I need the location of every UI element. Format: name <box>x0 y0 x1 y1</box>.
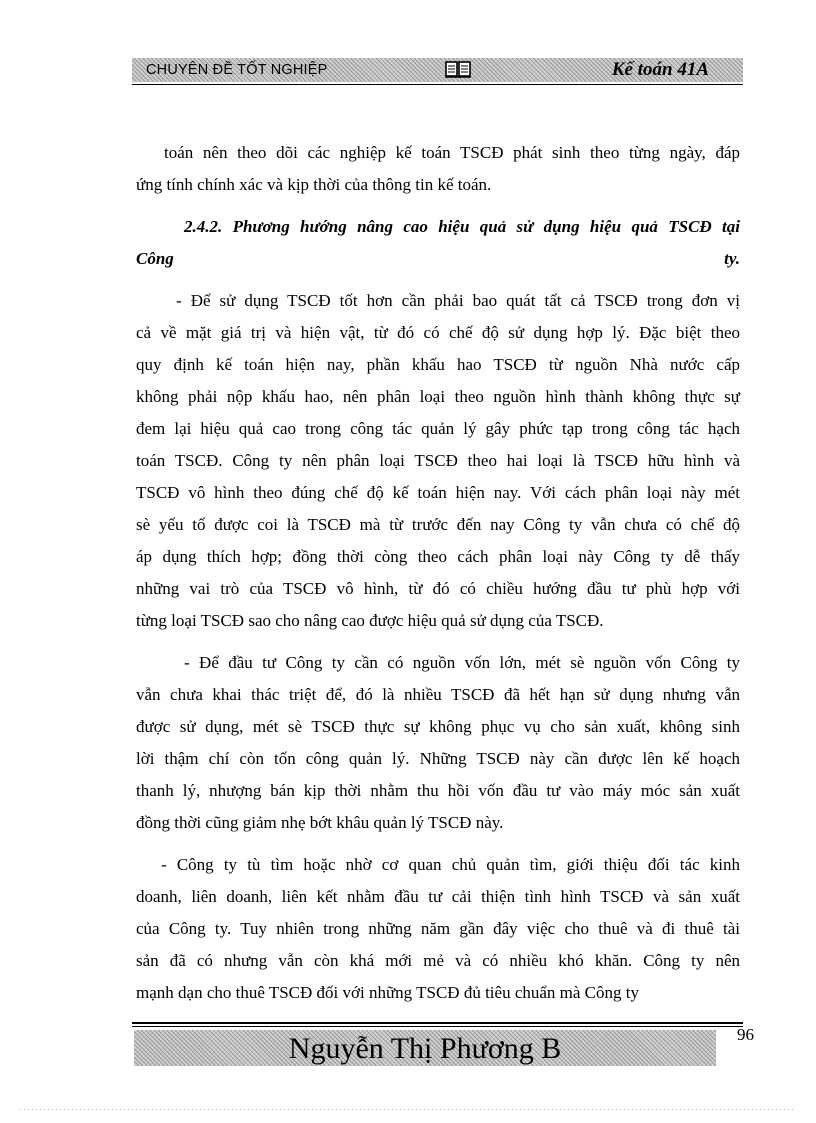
text-line: toán nên theo dõi các nghiệp kế toán TSCĐ phát sinh theo từng ngày, đáp <box>164 143 740 162</box>
text-line: doanh, liên doanh, liên kết nhằm đầu tư cải thiện tình hình TSCĐ và sản xuất <box>136 887 740 906</box>
text-line: - Để đầu tư Công ty cần có nguồn vốn lớn, mét sè nguồn vốn Công ty <box>184 653 740 672</box>
footer-band <box>134 1030 716 1066</box>
text-line: áp dụng thích hợp; đồng thời còng theo cách phân loại này Công ty dễ thấy <box>136 547 740 566</box>
footer-rule <box>132 1026 743 1027</box>
page-number: 96 <box>737 1025 754 1044</box>
text-line: thanh lý, nhượng bán kịp thời nhằm thu hồi vốn đầu tư vào máy móc sản xuất <box>136 781 740 800</box>
text-line: - Để sử dụng TSCĐ tốt hơn cần phải bao quát tất cả TSCĐ trong đơn vị <box>176 291 740 310</box>
text-line: ứng tính chính xác và kịp thời của thông tin kế toán. <box>136 175 492 194</box>
text-line: - Công ty tù tìm hoặc nhờ cơ quan chủ quản tìm, giới thiệu đối tác kinh <box>161 855 740 874</box>
text-line: lời thậm chí còn tốn công quản lý. Những TSCĐ này cần được lên kế hoạch <box>136 749 740 768</box>
text-line: được sử dụng, mét sè TSCĐ thực sự không phục vụ cho sản xuất, không sinh <box>136 717 740 736</box>
text-line: vẫn chưa khai thác triệt để, đó là nhiều TSCĐ đã hết hạn sử dụng nhưng vẫn <box>136 685 740 704</box>
text-line: không phải nộp khấu hao, nên phân loại theo nguồn hình thành không thực sự <box>136 387 740 406</box>
page-boundary-dots <box>20 1109 796 1110</box>
text-line: toán TSCĐ. Công ty nên phân loại TSCĐ theo hai loại là TSCĐ hữu hình và <box>136 451 740 470</box>
text-line: cả về mặt giá trị và hiện vật, từ đó có chế độ sử dụng hợp lý. Đặc biệt theo <box>136 323 740 342</box>
header-class: Kế toán 41A <box>611 59 709 80</box>
header-band <box>132 58 743 82</box>
text-line: đem lại hiệu quả cao trong công tác quản lý gây phức tạp trong công tác hạch <box>136 419 740 438</box>
document-body <box>136 137 740 1009</box>
text-line: những vai trò của TSCĐ vô hình, từ đó có chiều hướng đầu tư phù hợp với <box>136 579 740 598</box>
text-line: sè yếu tố được coi là TSCĐ mà từ trước đến nay Công ty vẫn chưa có chế độ <box>136 515 740 534</box>
text-line: của Công ty. Tuy nhiên trong những năm gần đây việc cho thuê và đi thuê tài <box>136 919 740 938</box>
section-heading: Công ty. <box>136 249 740 268</box>
text-line: TSCĐ vô hình theo đúng chế độ kế toán hiện nay. Với cách phân loại này mét <box>136 483 740 502</box>
open-book-icon <box>445 61 471 78</box>
text-line: mạnh dạn cho thuê TSCĐ đối với những TSCĐ đủ tiêu chuẩn mà Công ty <box>136 983 639 1002</box>
author-name: Nguyễn Thị Phương B <box>288 1032 562 1065</box>
text-line: từng loại TSCĐ sao cho nâng cao được hiệu quả sử dụng của TSCĐ. <box>136 611 604 630</box>
section-heading: 2.4.2. Phương hướng nâng cao hiệu quả sử dụng hiệu quả TSCĐ tại <box>184 217 740 236</box>
header-title: CHUYÊN ĐỀ TỐT NGHIỆP <box>146 62 328 78</box>
text-line: quy định kế toán hiện nay, phần khấu hao TSCĐ từ nguồn Nhà nước cấp <box>136 355 740 374</box>
header-rule <box>132 84 743 85</box>
footer-rule <box>132 1022 743 1024</box>
text-line: sản đã có nhưng vẫn còn khá mới mẻ và có nhiều khó khăn. Công ty nên <box>136 951 740 970</box>
text-line: đồng thời cũng giảm nhẹ bớt khâu quản lý TSCĐ này. <box>136 813 504 832</box>
